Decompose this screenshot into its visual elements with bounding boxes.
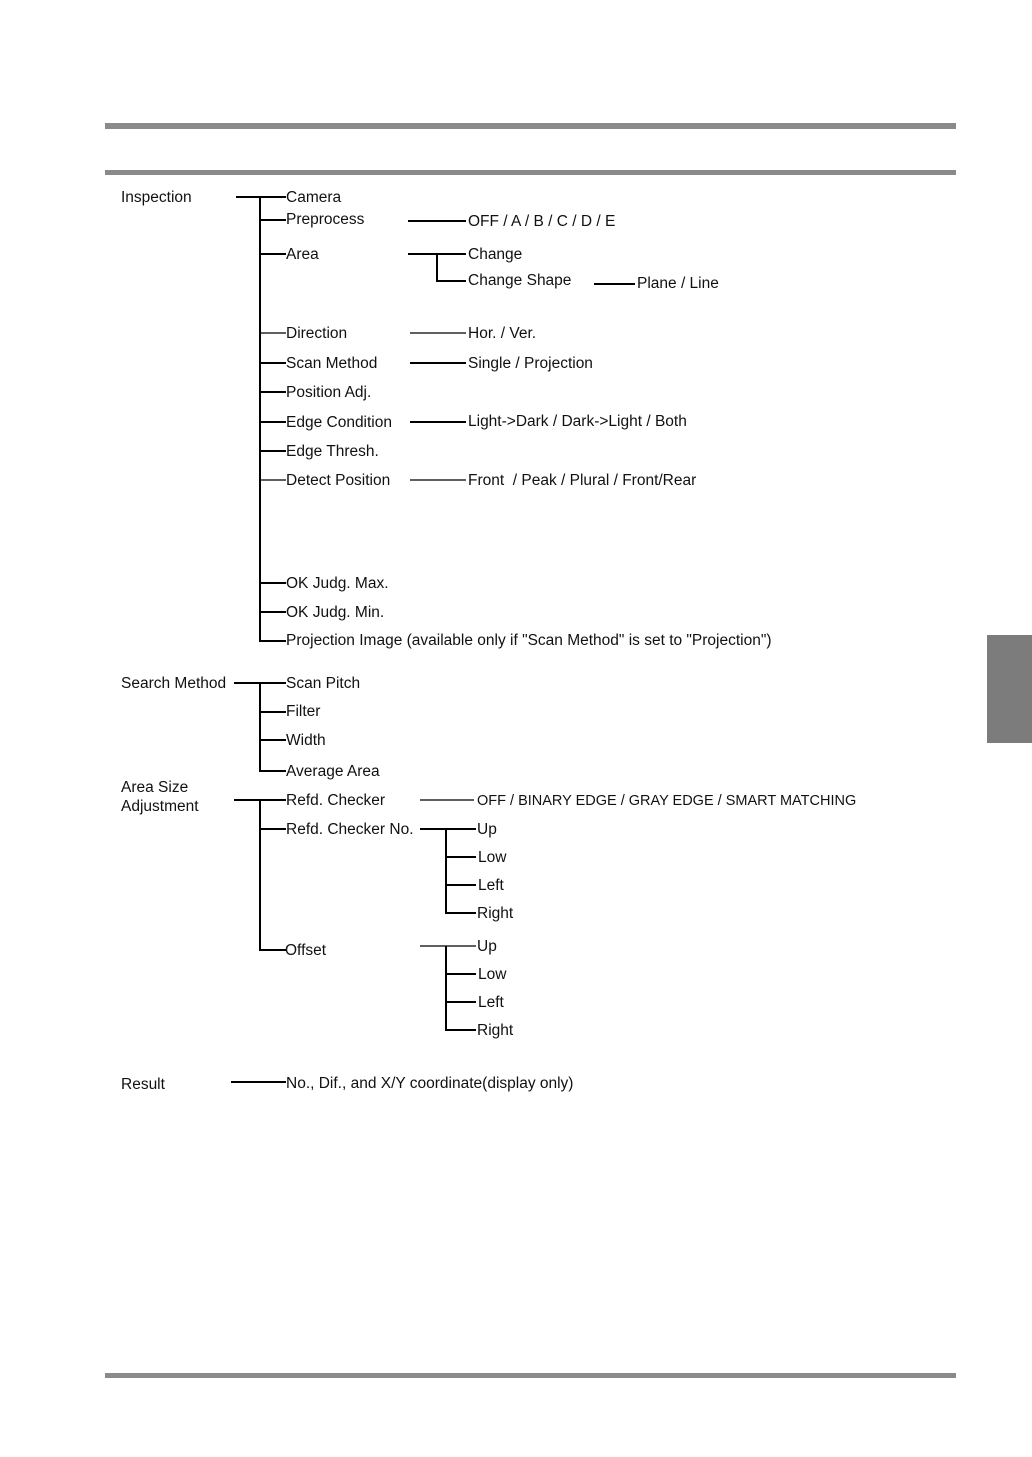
refd-checker-item: Refd. Checker	[286, 792, 386, 809]
refd-left-item: Left	[478, 877, 504, 894]
area-size-label-line2: Adjustment	[121, 798, 199, 815]
refd-low-item: Low	[478, 849, 507, 866]
offset-low-item: Low	[478, 966, 507, 983]
ok-judg-min-item: OK Judg. Min.	[286, 604, 385, 621]
search-method-label: Search Method	[121, 675, 227, 692]
offset-right-item: Right	[477, 1022, 514, 1039]
camera-item: Camera	[286, 189, 342, 206]
refd-checker-options: OFF / BINARY EDGE / GRAY EDGE / SMART MATCHING	[477, 793, 857, 809]
refd-checker-no-item: Refd. Checker No.	[286, 821, 414, 838]
result-value: No., Dif., and X/Y coordinate(display only)	[286, 1075, 574, 1092]
detect-position-options: Front / Peak / Plural / Front/Rear	[468, 472, 697, 489]
width-item: Width	[286, 732, 326, 749]
edge-condition-item: Edge Condition	[286, 414, 392, 431]
area-item: Area	[286, 246, 319, 263]
average-area-item: Average Area	[286, 763, 380, 780]
preprocess-item: Preprocess	[286, 211, 365, 228]
scan-method-item: Scan Method	[286, 355, 378, 372]
filter-item: Filter	[286, 703, 321, 720]
edge-condition-options: Light->Dark / Dark->Light / Both	[468, 413, 687, 430]
change-shape-options: Plane / Line	[637, 275, 719, 292]
ok-judg-max-item: OK Judg. Max.	[286, 575, 389, 592]
refd-right-item: Right	[477, 905, 514, 922]
scan-pitch-item: Scan Pitch	[286, 675, 361, 692]
detect-position-item: Detect Position	[286, 472, 391, 489]
position-adj-item: Position Adj.	[286, 384, 372, 401]
scan-method-options: Single / Projection	[468, 355, 593, 372]
refd-up-item: Up	[477, 821, 497, 838]
area-change-shape-item: Change Shape	[468, 272, 572, 289]
area-size-label-line1: Area Size	[121, 779, 189, 796]
projection-image-item: Projection Image (available only if "Scan Method" is set to "Projection")	[286, 632, 772, 649]
offset-up-item: Up	[477, 938, 497, 955]
preprocess-options: OFF / A / B / C / D / E	[468, 213, 616, 230]
inspection-label: Inspection	[121, 189, 192, 206]
edge-thresh-item: Edge Thresh.	[286, 443, 379, 460]
area-change-item: Change	[468, 246, 523, 263]
offset-item: Offset	[285, 942, 327, 959]
result-label: Result	[121, 1076, 165, 1093]
direction-item: Direction	[286, 325, 348, 342]
offset-left-item: Left	[478, 994, 504, 1011]
direction-options: Hor. / Ver.	[468, 325, 537, 342]
